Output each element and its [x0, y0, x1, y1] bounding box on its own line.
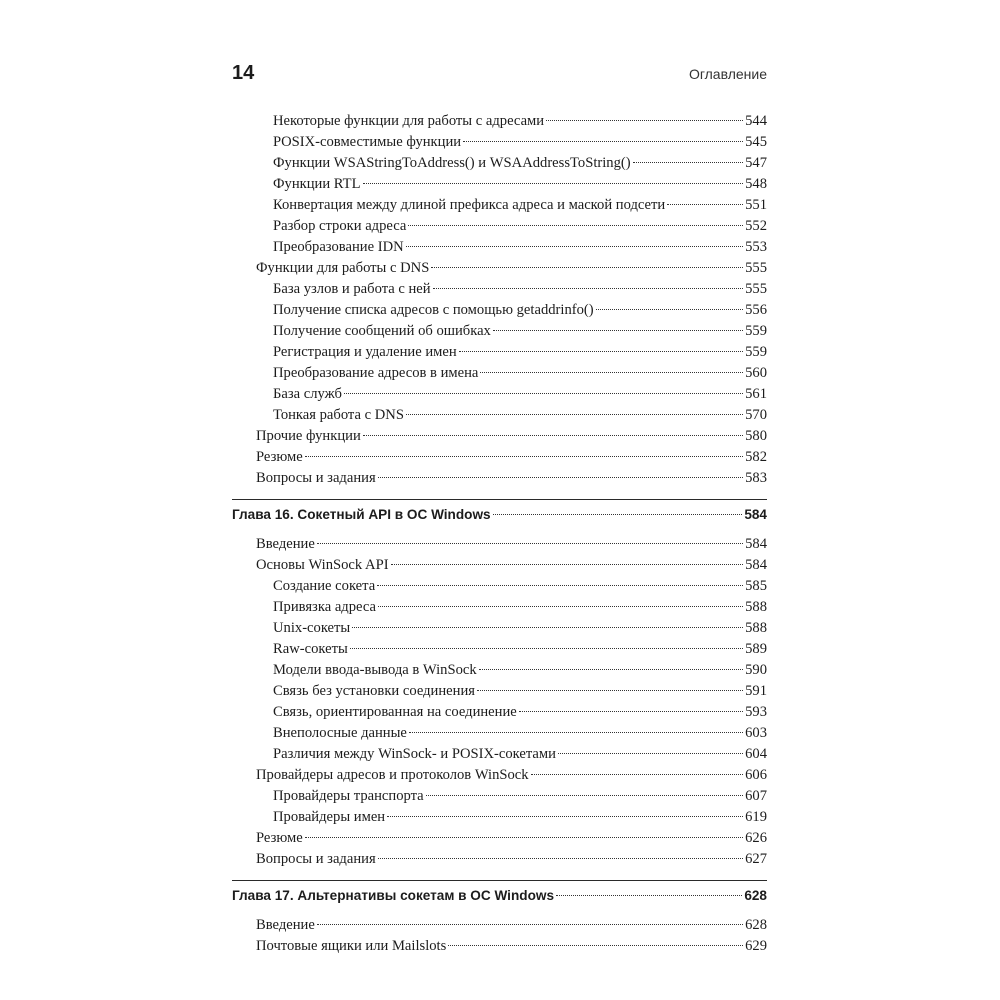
toc-entry-row: [232, 849, 767, 870]
dot-leader: [317, 924, 743, 925]
toc-entry-row: [232, 405, 767, 426]
toc-entry-row: [232, 915, 767, 936]
toc-entry-row: [232, 723, 767, 744]
toc-entry-page: 570: [745, 407, 767, 423]
dot-leader: [363, 435, 743, 436]
toc-entry-page: 551: [745, 197, 767, 213]
toc-entry-row: [232, 321, 767, 342]
table-of-contents: [232, 111, 767, 957]
toc-entry-row: [232, 132, 767, 153]
toc-entry-row: [232, 534, 767, 555]
running-title: Оглавление: [688, 66, 767, 82]
toc-entry-page: 589: [745, 641, 767, 657]
dot-leader: [531, 774, 744, 775]
toc-entry-page: 583: [745, 470, 767, 486]
toc-entry-page: 626: [745, 830, 767, 846]
toc-entry-title: Функции RTL: [273, 176, 361, 192]
toc-entry-title: Конвертация между длиной префикса адреса и маской подсети: [273, 197, 666, 213]
dot-leader: [305, 837, 743, 838]
toc-entry-page: 591: [745, 683, 767, 699]
toc-entry-title: Введение: [256, 536, 315, 552]
toc-entry-title: Тонкая работа с DNS: [273, 407, 404, 423]
toc-entry-title: Функции WSAStringToAddress() и WSAAddressToString(): [273, 155, 631, 171]
toc-entry-row: [232, 702, 767, 723]
toc-entry-title: Получение списка адресов с помощью getaddrinfo(): [273, 302, 594, 318]
toc-entry-row: [232, 300, 767, 321]
toc-entry-page: 544: [745, 113, 767, 129]
toc-entry-title: Создание сокета: [273, 578, 376, 594]
toc-entry-row: [232, 936, 767, 957]
toc-entry-page: 584: [744, 507, 767, 522]
toc-entry-title: Провайдеры адресов и протоколов WinSock: [256, 767, 529, 783]
dot-leader: [377, 585, 743, 586]
dot-leader: [426, 795, 743, 796]
toc-entry-title: База служб: [273, 386, 342, 402]
toc-entry-page: 628: [745, 917, 767, 933]
dot-leader: [391, 564, 744, 565]
toc-entry-page: 585: [745, 578, 767, 594]
toc-entry-page: 555: [745, 281, 767, 297]
toc-entry-title: POSIX-совместимые функции: [273, 134, 462, 150]
dot-leader: [493, 514, 743, 515]
toc-entry-title: Различия между WinSock- и POSIX-сокетами: [273, 746, 556, 762]
dot-leader: [448, 945, 743, 946]
toc-entry-page: 588: [745, 620, 767, 636]
toc-entry-page: 606: [745, 767, 767, 783]
toc-entry-row: [232, 555, 767, 576]
toc-entry-title: Raw-сокеты: [273, 641, 348, 657]
dot-leader: [480, 372, 743, 373]
toc-entry-row: [232, 618, 767, 639]
dot-leader: [479, 669, 743, 670]
toc-entry-page: 559: [745, 323, 767, 339]
dot-leader: [408, 225, 743, 226]
toc-entry-row: [232, 195, 767, 216]
toc-entry-title: Резюме: [256, 830, 303, 846]
toc-entry-row: [232, 468, 767, 489]
dot-leader: [378, 858, 743, 859]
dot-leader: [378, 477, 743, 478]
toc-entry-page: 619: [745, 809, 767, 825]
toc-entry-title: Провайдеры транспорта: [273, 788, 424, 804]
toc-entry-page: 545: [745, 134, 767, 150]
dot-leader: [596, 309, 743, 310]
dot-leader: [546, 120, 743, 121]
toc-entry-title: Прочие функции: [256, 428, 361, 444]
toc-entry-row: [232, 216, 767, 237]
dot-leader: [519, 711, 743, 712]
toc-entry-title: Регистрация и удаление имен: [273, 344, 457, 360]
toc-chapter-row: [232, 880, 767, 911]
dot-leader: [431, 267, 743, 268]
toc-entry-page: 582: [745, 449, 767, 465]
toc-entry-title: Преобразование IDN: [273, 239, 404, 255]
toc-entry-title: Глава 17. Альтернативы сокетам в ОС Windows: [232, 888, 555, 903]
toc-entry-title: Связь, ориентированная на соединение: [273, 704, 517, 720]
toc-entry-row: [232, 807, 767, 828]
toc-entry-page: 560: [745, 365, 767, 381]
toc-entry-page: 555: [745, 260, 767, 276]
dot-leader: [558, 753, 743, 754]
toc-entry-title: Глава 16. Сокетный API в ОС Windows: [232, 507, 491, 522]
toc-entry-page: 604: [745, 746, 767, 762]
toc-entry-page: 590: [745, 662, 767, 678]
toc-entry-row: [232, 828, 767, 849]
toc-entry-title: Резюме: [256, 449, 303, 465]
dot-leader: [477, 690, 743, 691]
toc-entry-row: [232, 258, 767, 279]
dot-leader: [350, 648, 743, 649]
page-number: 14: [232, 62, 255, 84]
dot-leader: [305, 456, 743, 457]
toc-entry-row: [232, 174, 767, 195]
toc-entry-row: [232, 660, 767, 681]
toc-entry-title: Функции для работы с DNS: [256, 260, 430, 276]
toc-entry-title: Внеполосные данные: [273, 725, 407, 741]
toc-entry-row: [232, 279, 767, 300]
toc-entry-row: [232, 426, 767, 447]
toc-entry-title: Вопросы и задания: [256, 470, 376, 486]
toc-entry-row: [232, 237, 767, 258]
dot-leader: [352, 627, 743, 628]
toc-entry-row: [232, 363, 767, 384]
toc-entry-title: Получение сообщений об ошибках: [273, 323, 491, 339]
toc-entry-row: [232, 786, 767, 807]
toc-entry-row: [232, 153, 767, 174]
toc-entry-title: Разбор строки адреса: [273, 218, 407, 234]
toc-entry-row: [232, 681, 767, 702]
toc-entry-row: [232, 765, 767, 786]
dot-leader: [493, 330, 743, 331]
dot-leader: [344, 393, 743, 394]
dot-leader: [406, 414, 743, 415]
toc-entry-page: 559: [745, 344, 767, 360]
toc-entry-title: Модели ввода-вывода в WinSock: [273, 662, 477, 678]
toc-entry-page: 628: [744, 888, 767, 903]
toc-entry-row: [232, 744, 767, 765]
toc-entry-row: [232, 384, 767, 405]
toc-entry-page: 553: [745, 239, 767, 255]
toc-entry-title: Провайдеры имен: [273, 809, 386, 825]
toc-entry-title: Преобразование адресов в имена: [273, 365, 479, 381]
dot-leader: [378, 606, 743, 607]
toc-entry-title: Вопросы и задания: [256, 851, 376, 867]
dot-leader: [633, 162, 743, 163]
toc-entry-title: Связь без установки соединения: [273, 683, 475, 699]
dot-leader: [409, 732, 743, 733]
toc-chapter-row: [232, 499, 767, 530]
toc-entry-title: Привязка адреса: [273, 599, 376, 615]
dot-leader: [406, 246, 743, 247]
dot-leader: [363, 183, 744, 184]
toc-entry-page: 556: [745, 302, 767, 318]
toc-entry-title: Основы WinSock API: [256, 557, 389, 573]
toc-entry-title: Почтовые ящики или Mailslots: [256, 938, 447, 954]
toc-entry-row: [232, 342, 767, 363]
dot-leader: [667, 204, 743, 205]
dot-leader: [459, 351, 743, 352]
toc-entry-page: 552: [745, 218, 767, 234]
toc-entry-page: 547: [745, 155, 767, 171]
dot-leader: [463, 141, 743, 142]
toc-entry-row: [232, 447, 767, 468]
toc-entry-page: 588: [745, 599, 767, 615]
toc-entry-page: 584: [745, 557, 767, 573]
toc-entry-page: 580: [745, 428, 767, 444]
toc-entry-row: [232, 639, 767, 660]
dot-leader: [317, 543, 743, 544]
dot-leader: [433, 288, 744, 289]
toc-entry-page: 593: [745, 704, 767, 720]
toc-entry-page: 603: [745, 725, 767, 741]
toc-entry-page: 607: [745, 788, 767, 804]
toc-entry-page: 629: [745, 938, 767, 954]
toc-entry-row: [232, 111, 767, 132]
toc-entry-title: Некоторые функции для работы с адресами: [273, 113, 545, 129]
toc-entry-row: [232, 576, 767, 597]
dot-leader: [387, 816, 743, 817]
toc-entry-title: Введение: [256, 917, 315, 933]
toc-entry-title: База узлов и работа с ней: [273, 281, 431, 297]
toc-entry-row: [232, 597, 767, 618]
toc-entry-page: 584: [745, 536, 767, 552]
toc-entry-page: 548: [745, 176, 767, 192]
dot-leader: [556, 895, 742, 896]
toc-entry-title: Unix-сокеты: [273, 620, 351, 636]
toc-entry-page: 561: [745, 386, 767, 402]
toc-entry-page: 627: [745, 851, 767, 867]
